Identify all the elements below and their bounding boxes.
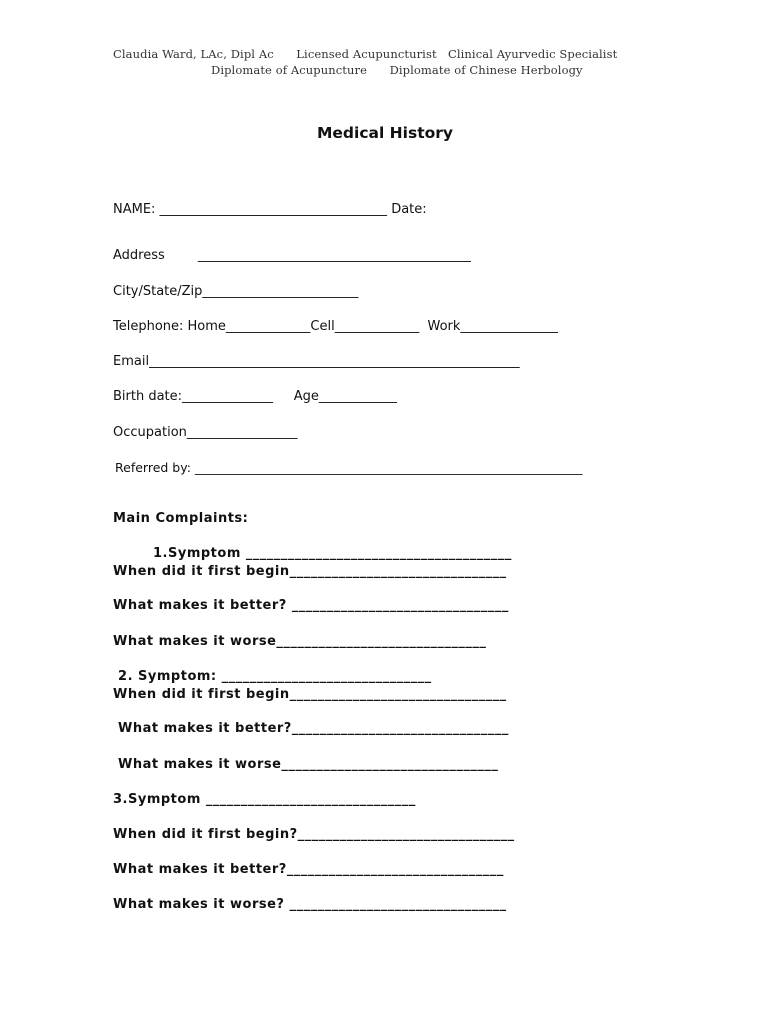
symptom-2-better: What makes it better?_______________________________ xyxy=(113,721,509,736)
practitioner-diplomas: Diplomate of Acupuncture Diplomate of Chinese Herbology xyxy=(211,63,583,77)
symptom-3-better: What makes it better?_______________________________ xyxy=(113,862,504,877)
name-date-field: NAME: ___________________________________ Date: xyxy=(113,202,427,217)
birth-date-age-field: Birth date:______________ Age____________ xyxy=(113,389,397,404)
symptom-2: 2. Symptom: ______________________________ xyxy=(113,669,432,684)
symptom-3-onset: When did it first begin?_______________________________ xyxy=(113,827,515,842)
main-complaints-heading: Main Complaints: xyxy=(113,511,249,526)
symptom-1: 1.Symptom ______________________________________ xyxy=(153,546,512,561)
symptom-1-worse: What makes it worse______________________________ xyxy=(113,634,487,649)
referred-by-field: Referred by: ______________________________________________________________ xyxy=(115,460,583,475)
form-title: Medical History xyxy=(316,124,454,142)
occupation-field: Occupation_________________ xyxy=(113,425,298,440)
symptom-2-worse: What makes it worse_______________________________ xyxy=(113,757,499,772)
symptom-2-onset: When did it first begin_______________________________ xyxy=(113,687,507,702)
address-field: Address __________________________________________ xyxy=(113,248,471,263)
symptom-1-better: What makes it better? _______________________________ xyxy=(113,598,509,613)
symptom-3-worse: What makes it worse? _______________________________ xyxy=(113,897,507,912)
city-state-zip-field: City/State/Zip________________________ xyxy=(113,284,359,299)
email-field: Email_________________________________________________________ xyxy=(113,354,520,369)
symptom-3: 3.Symptom ______________________________ xyxy=(113,792,416,807)
telephone-field: Telephone: Home_____________Cell_____________ Work_______________ xyxy=(113,319,558,334)
symptom-1-onset: When did it first begin_______________________________ xyxy=(113,564,507,579)
practitioner-credentials: Claudia Ward, LAc, Dipl Ac Licensed Acupuncturist Clinical Ayurvedic Specialist xyxy=(113,47,618,61)
